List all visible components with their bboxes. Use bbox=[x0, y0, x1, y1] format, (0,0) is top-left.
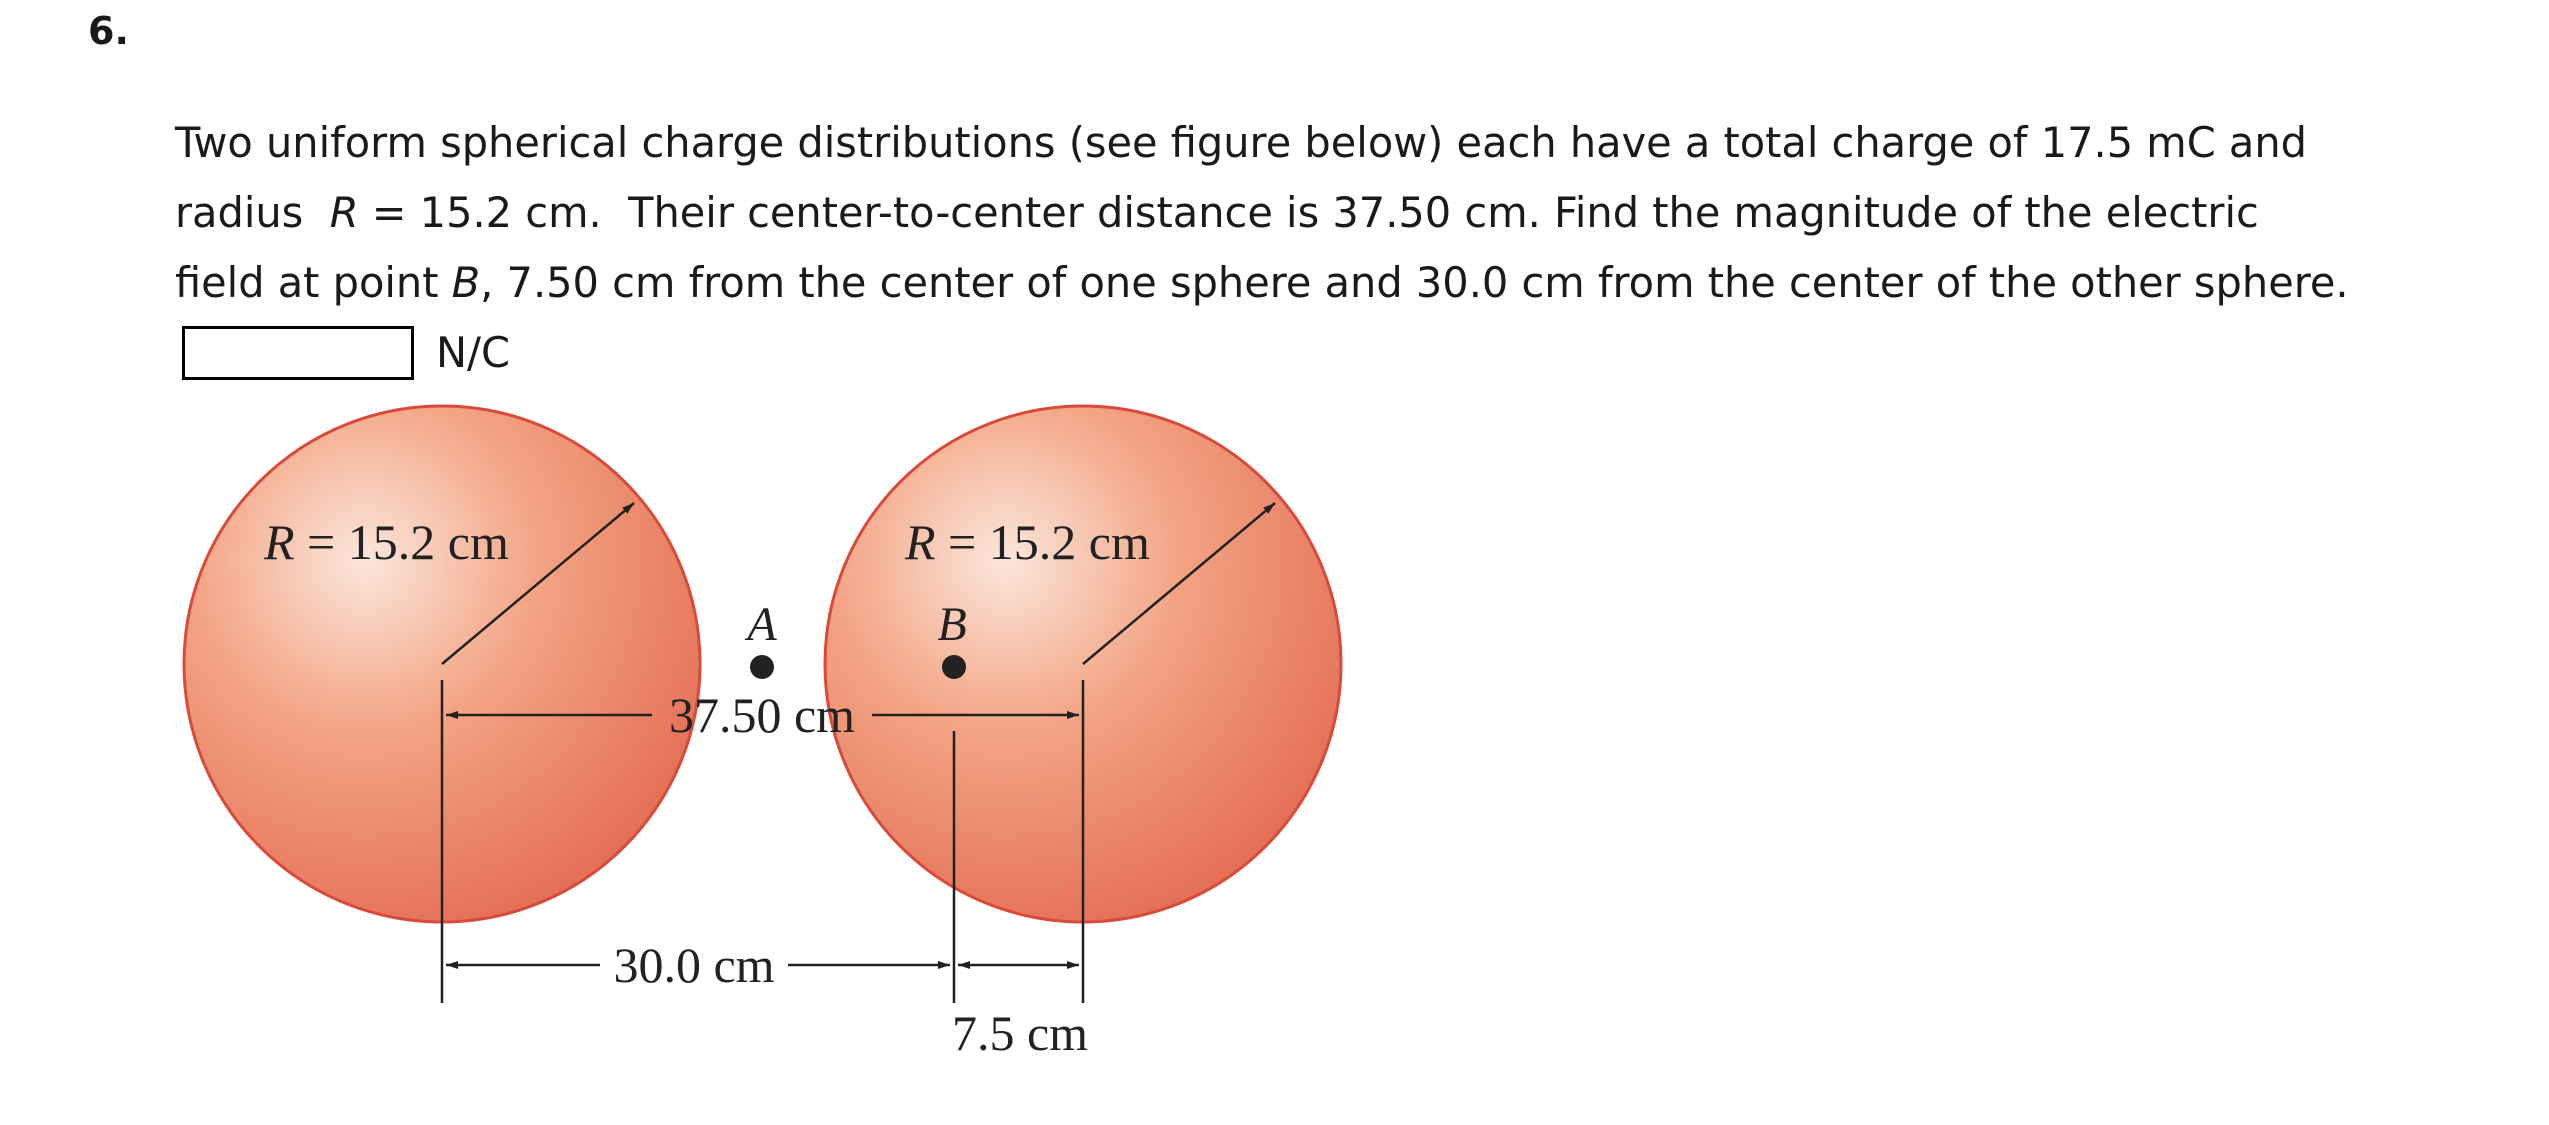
thirty-cm-label: 30.0 cm bbox=[613, 937, 775, 993]
point-a-label: A bbox=[747, 598, 777, 651]
prompt-variable-r: R bbox=[329, 188, 359, 237]
seven-five-cm-label: 7.5 cm bbox=[951, 1005, 1089, 1061]
prompt-line-2-pre: radius bbox=[175, 188, 330, 237]
question-number: 6. bbox=[88, 9, 129, 53]
left-radius-label: R = 15.2 cm bbox=[264, 514, 509, 570]
point-a-dot bbox=[750, 655, 774, 679]
prompt-line-1-text: Two uniform spherical charge distributions (see figure below) each have a total charge of 17.5 mC and bbox=[175, 118, 2307, 167]
prompt-variable-b: B bbox=[451, 258, 481, 307]
prompt-line-2-post: = 15.2 cm. Their center-to-center distance is 37.50 cm. Find the magnitude of the electric bbox=[358, 188, 2259, 237]
point-b-label: B bbox=[937, 598, 967, 651]
right-radius-label: R = 15.2 cm bbox=[905, 514, 1150, 570]
point-b-dot bbox=[942, 655, 966, 679]
prompt-line-3-pre: field at point bbox=[175, 258, 452, 307]
prompt-line-3-post: , 7.50 cm from the center of one sphere and 30.0 cm from the center of the other sphere. bbox=[480, 258, 2349, 307]
answer-unit: N/C bbox=[436, 328, 511, 378]
center-distance-label: 37.50 cm bbox=[668, 687, 856, 743]
